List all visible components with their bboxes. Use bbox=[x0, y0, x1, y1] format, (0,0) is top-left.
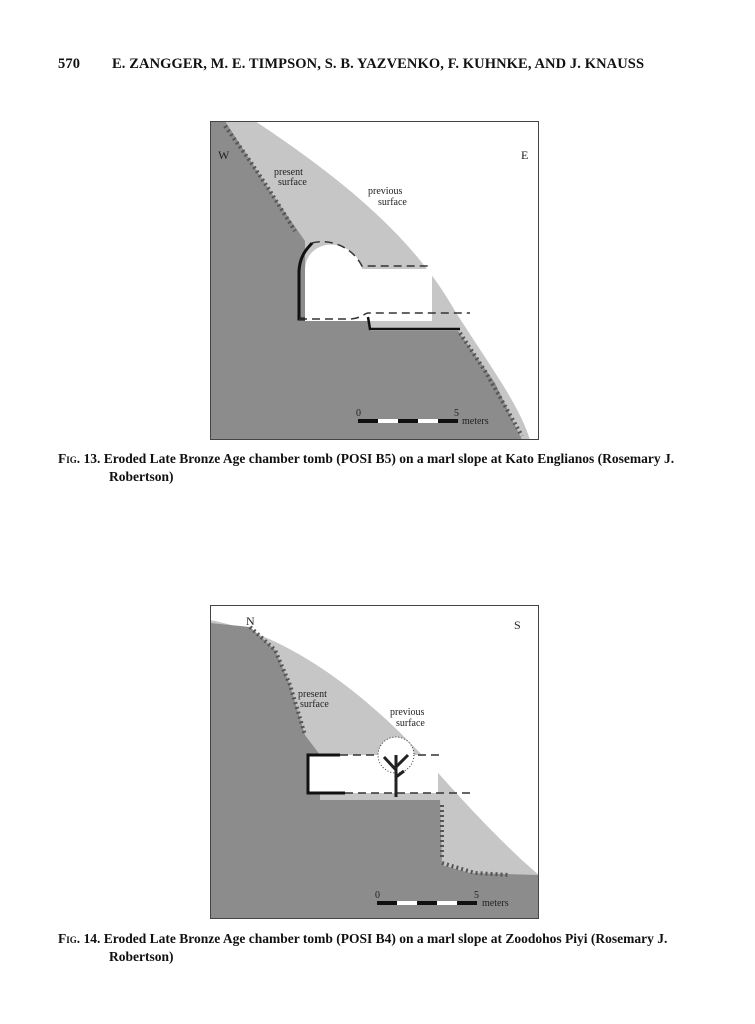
figure-13-present-label-1: present bbox=[274, 167, 303, 178]
figure-14-caption-text: Eroded Late Bronze Age chamber tomb (POSI B4) on a marl slope at Zoodohos Piyi (Rosemary J. bbox=[103, 931, 668, 946]
figure-14-scale-end: 5 bbox=[474, 890, 479, 901]
figure-13-caption-text: Eroded Late Bronze Age chamber tomb (POSI B5) on a marl slope at Kato Englianos (Rosemary J. bbox=[103, 451, 675, 466]
figure-14-scale-unit: meters bbox=[482, 898, 509, 909]
running-head-authors: E. ZANGGER, M. E. TIMPSON, S. B. YAZVENKO, F. KUHNKE, AND J. KNAUSS bbox=[112, 56, 645, 72]
figure-14-chamber bbox=[308, 755, 438, 793]
figure-13-previous-label-2: surface bbox=[378, 197, 407, 208]
figure-14 bbox=[210, 605, 539, 919]
figure-13 bbox=[210, 121, 539, 440]
figure-14-caption-label: Fig. 14. bbox=[58, 931, 101, 946]
figure-13-scale-start: 0 bbox=[356, 408, 361, 419]
page-number: 570 bbox=[58, 56, 81, 72]
figure-14-compass-s: S bbox=[514, 618, 521, 632]
figure-14-compass-n: N bbox=[246, 614, 255, 628]
figure-13-previous-label-1: previous bbox=[368, 186, 403, 197]
figure-13-scale-unit: meters bbox=[462, 416, 489, 427]
figure-13-compass-e: E bbox=[521, 148, 529, 162]
figure-13-caption-label: Fig. 13. bbox=[58, 451, 101, 466]
figure-14-present-label-1: present bbox=[298, 689, 327, 700]
figure-14-previous-label-2: surface bbox=[396, 718, 425, 729]
figure-13-drawing bbox=[210, 121, 539, 440]
figure-13-caption bbox=[58, 450, 708, 486]
figure-14-caption-text-2: Robertson) bbox=[109, 949, 174, 964]
figure-13-scale-end: 5 bbox=[454, 408, 459, 419]
figure-14-present-label-2: surface bbox=[300, 699, 329, 710]
figure-13-compass-w: W bbox=[218, 148, 230, 162]
figure-14-previous-label-1: previous bbox=[390, 707, 425, 718]
figure-14-scale-start: 0 bbox=[375, 890, 380, 901]
figure-14-caption bbox=[58, 930, 708, 966]
figure-14-drawing bbox=[210, 605, 539, 919]
figure-13-caption-text-2: Robertson) bbox=[109, 469, 174, 484]
figure-13-chamber bbox=[305, 245, 362, 321]
figure-13-present-label-2: surface bbox=[278, 177, 307, 188]
running-head bbox=[58, 56, 644, 73]
